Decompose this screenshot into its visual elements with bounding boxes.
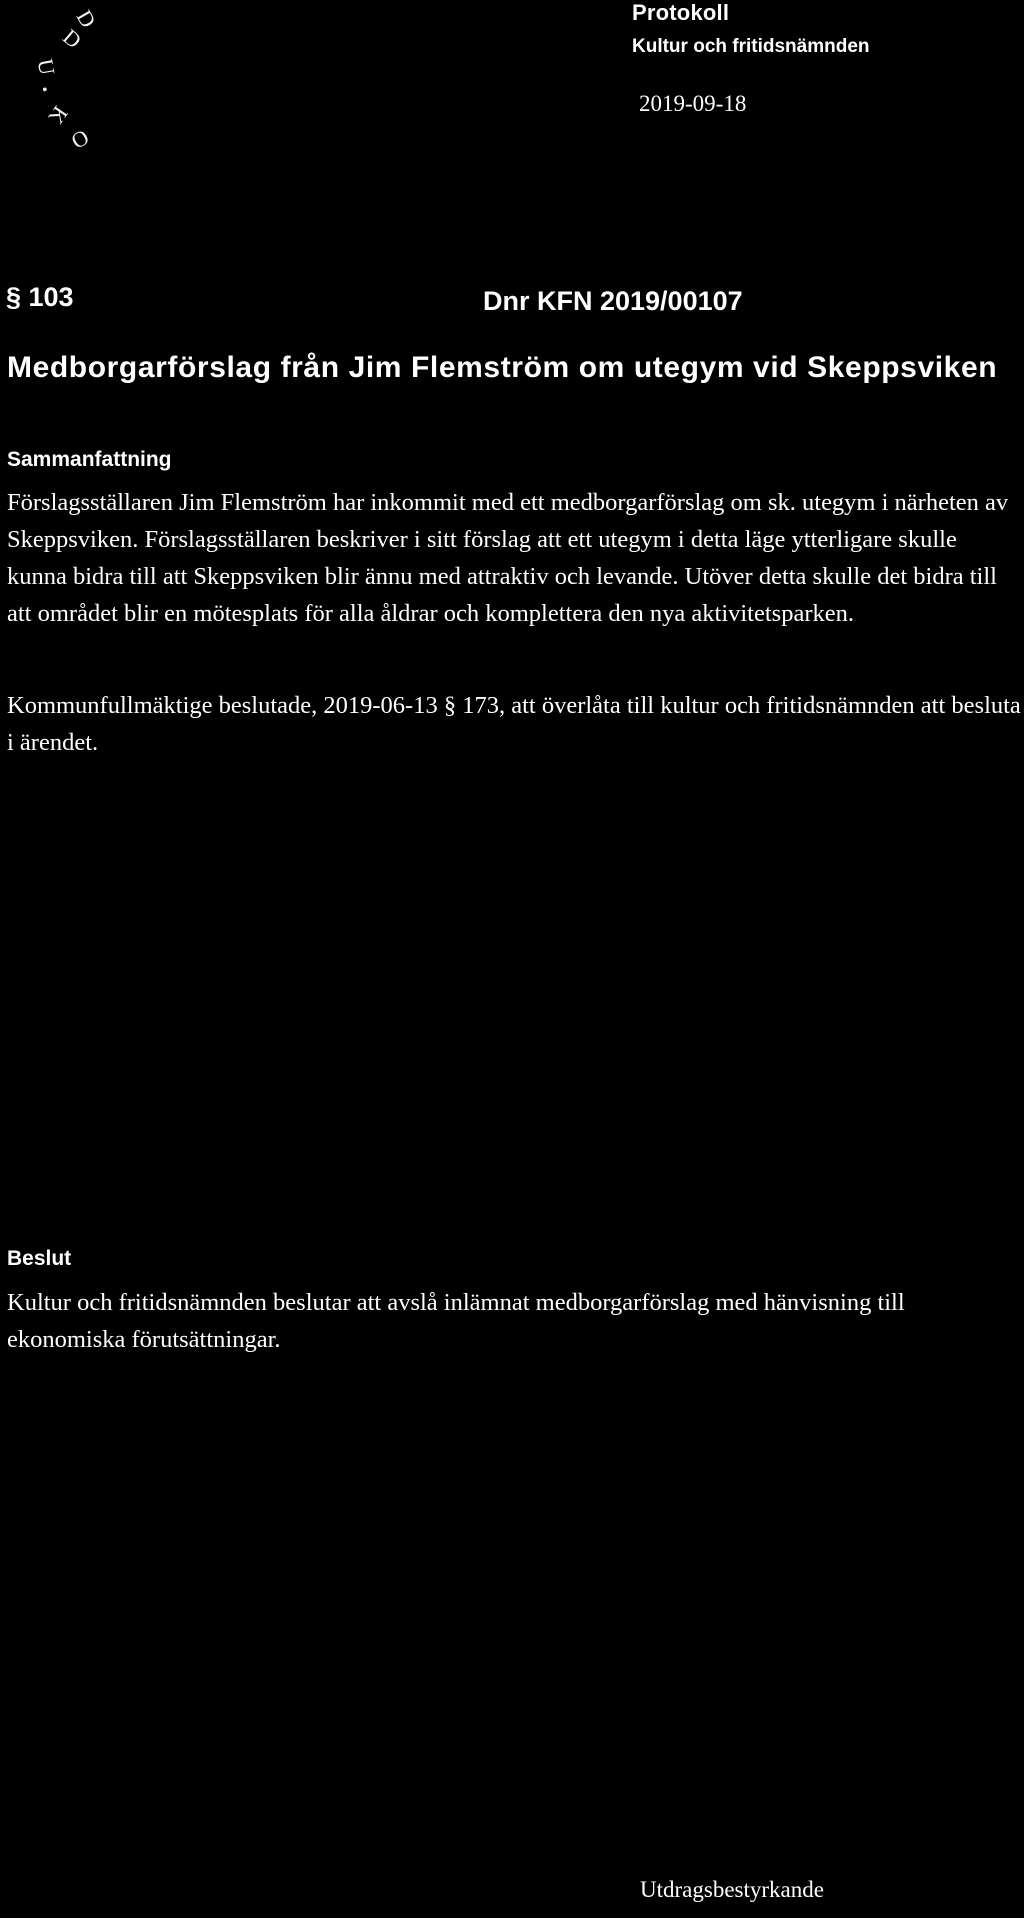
stamp-letter: O — [67, 124, 94, 155]
summary-paragraph: Förslagsställaren Jim Flemström har inkommit med ett medborgarförslag om sk. utegym i närheten av Skeppsviken. Förslagsställaren beskriver i sitt förslag att ett utegym i detta läge ytterligare skulle kunna bidra till att Skeppsviken blir ännu med attraktiv och levande. Utöver detta skulle det bidra till att området blir en mötesplats för alla åldrar och komplettera den nya aktivitetsparken. — [7, 489, 1009, 627]
decision-text: Kultur och fritidsnämnden beslutar att avslå inlämnat medborgarförslag med hänvisning till ekonomiska förutsättningar. — [7, 1289, 905, 1353]
stamp-letter: K — [43, 101, 74, 129]
certification-label: Utdragsbestyrkande — [640, 1877, 824, 1902]
paragraph-number: § 103 — [6, 282, 74, 312]
committee-name: Kultur och fritidsnämnden — [632, 36, 870, 57]
stamp-letter: U — [32, 56, 61, 77]
summary-heading: Sammanfattning — [7, 448, 172, 471]
summary-paragraph: Kommunfullmäktige beslutade, 2019-06-13 § 173, att överlåta till kultur och fritidsnämnden att besluta i ärendet. — [7, 692, 1021, 756]
stamp-letter: D — [71, 5, 102, 32]
stamp-letter: • — [42, 82, 48, 99]
registration-number: Dnr KFN 2019/00107 — [483, 286, 743, 316]
meeting-date: 2019-09-18 — [639, 91, 747, 116]
case-title: Medborgarförslag från Jim Flemström om utegym vid Skeppsviken — [7, 351, 998, 384]
document-type-title: Protokoll — [632, 0, 730, 25]
stamp-letter: D — [58, 23, 87, 54]
stamp-fragment — [0, 0, 110, 160]
decision-heading: Beslut — [7, 1247, 72, 1270]
